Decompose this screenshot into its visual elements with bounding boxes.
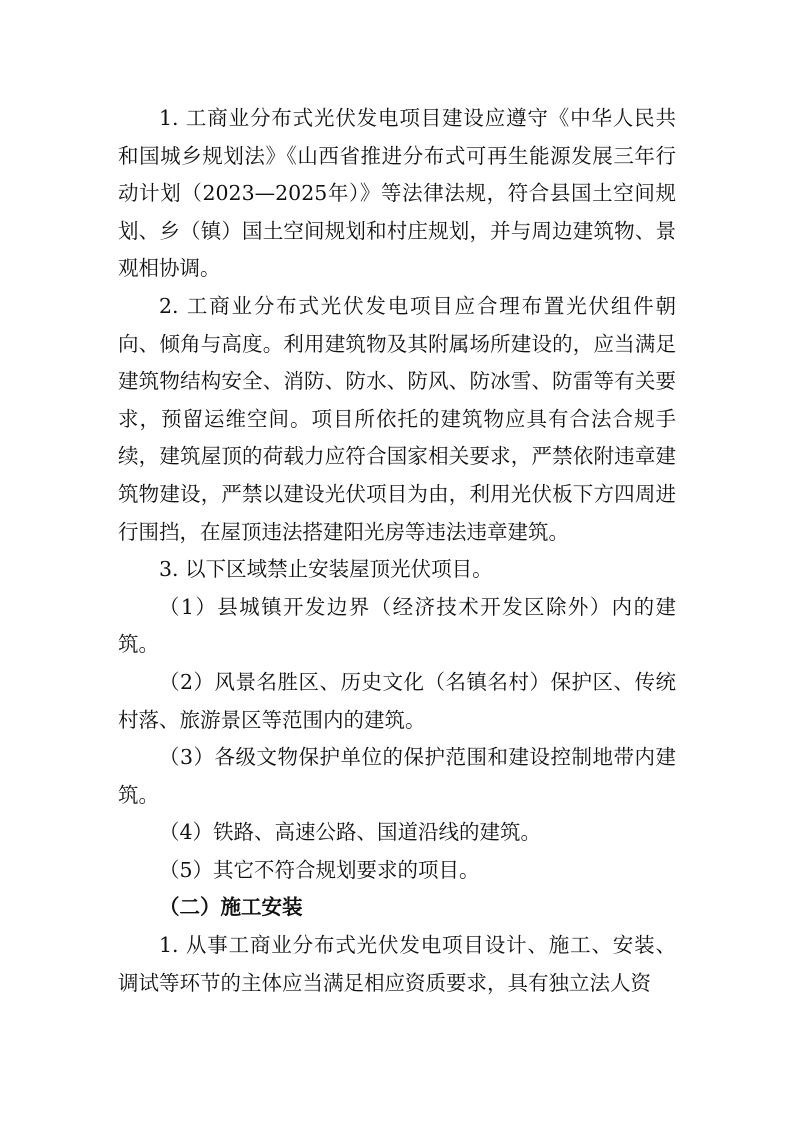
list-item-5: （5）其它不符合规划要求的项目。 bbox=[159, 857, 480, 882]
paragraph-layout-requirements: 2. 工商业分布式光伏发电项目应合理布置光伏组件朝向、倾角与高度。利用建筑物及其附属场所建设的，应当满足建筑物结构安全、消防、防水、防风、防冰雪、防雷等有关要求，预留运维空间。项目所依托的建筑物应具有合法合规手续，建筑屋顶的荷载力应符合国家相关要求，严禁依附违章建筑物建设，严禁以建设光伏项目为由，利用光伏板下方四周进行围挡，在屋顶违法搭建阳光房等违法违章建筑。 bbox=[118, 293, 676, 544]
list-item-1: （1）县城镇开发边界（经济技术开发区除外）内的建筑。 bbox=[118, 594, 676, 657]
list-item-2: （2）风景名胜区、历史文化（名镇名村）保护区、传统村落、旅游景区等范围内的建筑。 bbox=[118, 669, 676, 732]
document-page bbox=[118, 100, 676, 1002]
section-heading: （二）施工安装 bbox=[159, 895, 303, 920]
list-item-3: （3）各级文物保护单位的保护范围和建设控制地带内建筑。 bbox=[118, 745, 676, 807]
list-item-4: （4）铁路、高速公路、国道沿线的建筑。 bbox=[159, 820, 542, 845]
paragraph-qualification: 1. 从事工商业分布式光伏发电项目设计、施工、安装、调试等环节的主体应当满足相应资质要求，具有独立法人资 bbox=[118, 933, 676, 995]
paragraph-prohibited-areas: 3. 以下区域禁止安装屋顶光伏项目。 bbox=[159, 557, 493, 582]
paragraph-planning-compliance: 1. 工商业分布式光伏发电项目建设应遵守《中华人民共和国城乡规划法》《山西省推进分布式可再生能源发展三年行动计划（2023—2025年）》等法律法规，符合县国土空间规划、乡（镇）国土空间规划和村庄规划，并与周边建筑物、景观相协调。 bbox=[118, 106, 676, 281]
